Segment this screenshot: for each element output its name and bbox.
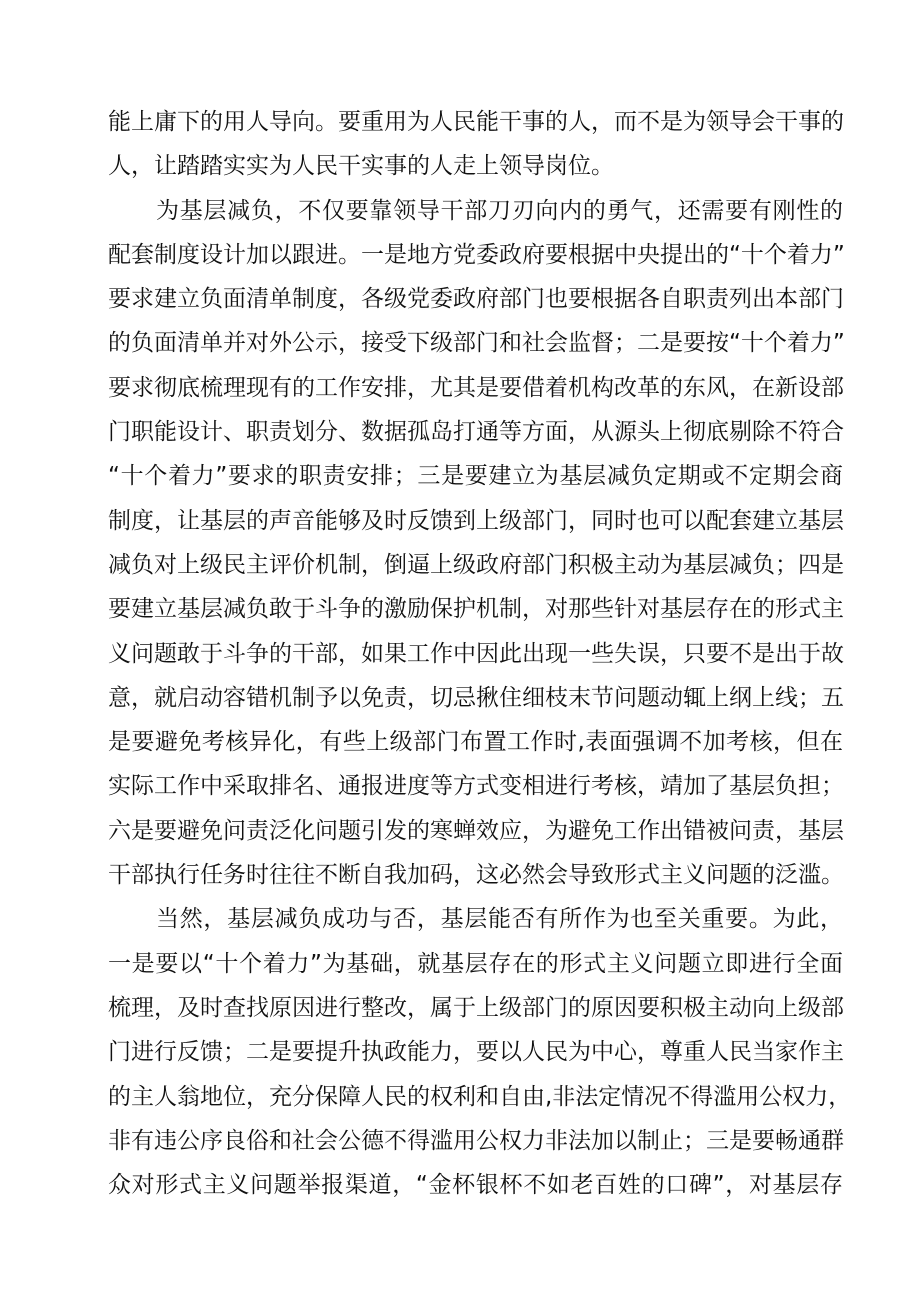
paragraph-3-line-7: 众对形式主义问题举报渠道，“金杯银杯不如老百姓的口碑”，对基层存 [108, 1172, 843, 1199]
paragraph-2-line-11: 义问题敢于斗争的干部，如果工作中因此出现一些失误，只要不是出于故 [108, 640, 844, 667]
paragraph-2-line-12: 意，就启动容错机制予以免责，切忌揪住细枝末节问题动辄上纲上线；五 [108, 684, 844, 711]
paragraph-2-line-6: 门职能设计、职责划分、数据孤岛打通等方面，从源头上彻底剔除不符合 [108, 419, 844, 446]
paragraph-1-line-1: 能上庸下的用人导向。要重用为人民能干事的人，而不是为领导会干事的 [108, 109, 844, 135]
paragraph-2-line-14: 实际工作中采取排名、通报进度等方式变相进行考核，靖加了基层负担； [108, 773, 844, 800]
paragraph-3-line-6: 非有违公序良俗和社会公德不得滥用公权力非法加以制止；三是要畅通群 [108, 1127, 844, 1154]
paragraph-2-line-10: 要建立基层减负敢于斗争的激励保护机制，对那些针对基层存在的形式主 [108, 596, 844, 623]
document-body [108, 100, 852, 1207]
paragraph-2-line-16: 干部执行任务时往往不断自我加码，这必然会导致形式主义问题的泛滥。 [108, 862, 844, 889]
paragraph-3-line-4: 门进行反馈；二是要提升执政能力，要以人民为中心，尊重人民当家作主 [108, 1039, 844, 1066]
paragraph-2-line-1: 为基层减负，不仅要靠领导干部刀刃向内的勇气，还需要有刚性的 [156, 197, 843, 224]
paragraph-2-line-5: 要求彻底梳理现有的工作安排，尤其是要借着机构改革的东风，在新设部 [108, 374, 844, 401]
paragraph-2-line-7: “十个着力”要求的职责安排；三是要建立为基层减负定期或不定期会商 [108, 463, 843, 490]
paragraph-3-line-2: 一是要以“十个着力”为基础，就基层存在的形式主义问题立即进行全面 [108, 950, 843, 977]
paragraph-1-line-2: 人，让踏踏实实为人民干实事的人走上领导岗位。 [108, 153, 614, 180]
paragraph-2-line-3: 要求建立负面清单制度，各级党委政府部门也要根据各自职责列出本部门 [108, 286, 844, 313]
paragraph-2-line-8: 制度，让基层的声音能够及时反馈到上级部门，同时也可以配套建立基层 [108, 507, 844, 534]
paragraph-3-line-1: 当然，基层减负成功与否，基层能否有所作为也至关重要。为此， [156, 906, 843, 933]
paragraph-2-line-2: 配套制度设计加以跟进。一是地方党委政府要根据中央提出的“十个着力” [108, 241, 845, 268]
paragraph-2-line-13: 是要避免考核异化，有些上级部门布置工作时,表面强调不加考核，但在 [108, 729, 843, 756]
paragraph-3-line-3: 梳理，及时查找原因进行整改，属于上级部门的原因要积极主动向上级部 [108, 994, 844, 1021]
paragraph-2-line-4: 的负面清单并对外公示，接受下级部门和社会监督；二是要按“十个着力” [108, 330, 845, 357]
paragraph-3-line-5: 的主人翁地位，充分保障人民的权利和自由,非法定情况不得滥用公权力， [108, 1083, 852, 1110]
paragraph-2-line-15: 六是要避免问责泛化问题引发的寒蝉效应，为避免工作出错被问责，基层 [108, 817, 844, 844]
paragraph-2-line-9: 减负对上级民主评价机制，倒逼上级政府部门积极主动为基层减负；四是 [108, 551, 844, 578]
